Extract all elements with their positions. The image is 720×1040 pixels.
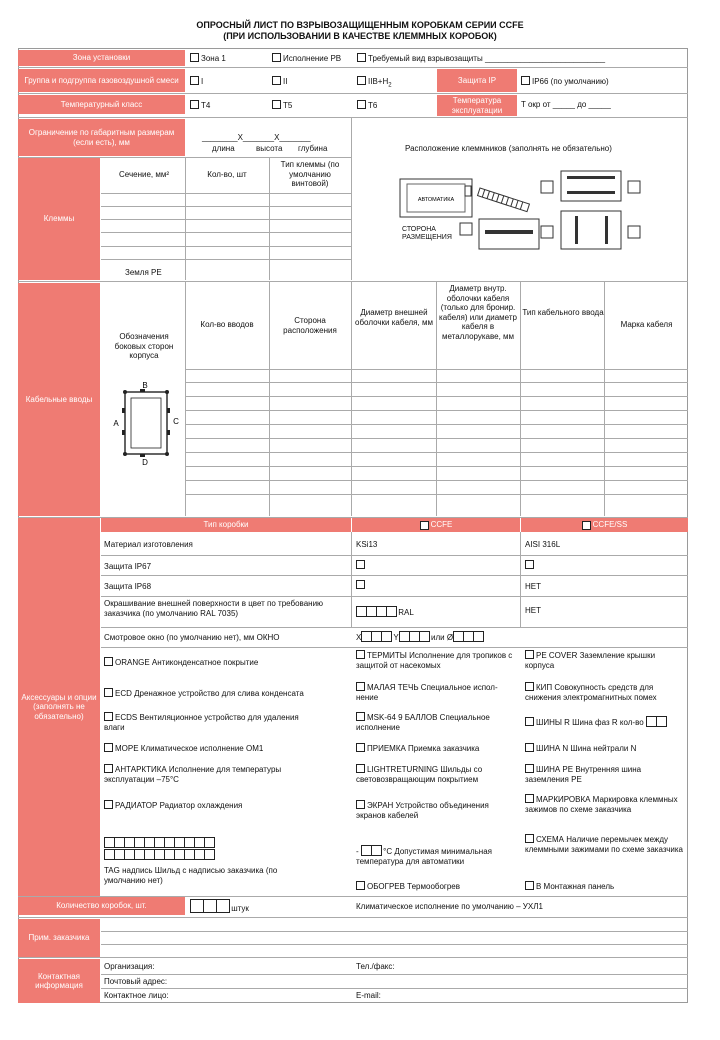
- temp-option-t4[interactable]: T4: [190, 100, 210, 111]
- outer-diameter-header: Диаметр внешней оболочки кабеля, мм: [355, 308, 433, 327]
- ip67-ccfe-checkbox[interactable]: [356, 560, 365, 569]
- option-mounting-panel[interactable]: В Монтажная панель: [525, 881, 614, 892]
- checkbox[interactable]: [582, 521, 591, 530]
- climate-default: Климатическое исполнение по умолчанию – УХЛ1: [356, 902, 543, 911]
- accessories-label: Аксессуары и опции (заполнять не обязательно): [18, 518, 100, 896]
- option-small-leak[interactable]: МАЛАЯ ТЕЧЬ Специальное испол- нение: [356, 683, 498, 702]
- terminal-layout-caption: Расположение клеммников (заполнять не обязательно): [405, 144, 612, 153]
- email-field[interactable]: E-mail:: [356, 991, 381, 1000]
- window-size-field[interactable]: X Y или Ø: [356, 631, 483, 643]
- ral-field[interactable]: RAL: [356, 606, 414, 618]
- ip66-option[interactable]: IP66 (по умолчанию): [521, 76, 609, 87]
- option-kip[interactable]: КИП Совокупность средств для снижения электромагнитных помех: [525, 683, 657, 702]
- option-lightreturning[interactable]: LIGHTRETURNING Шильды со световозвращающим покрытием: [356, 765, 483, 784]
- option-termites[interactable]: ТЕРМИТЫ Исполнение для тропиков с защитой от насекомых: [356, 651, 513, 670]
- option-pe-cover[interactable]: PE COVER Заземление крышки корпуса: [525, 651, 656, 670]
- side-d-label: D: [142, 458, 148, 467]
- option-radiator[interactable]: РАДИАТОР Радиатор охлаждения: [104, 800, 242, 811]
- temp-option-t5[interactable]: T5: [272, 100, 292, 111]
- option-ecd[interactable]: ECD Дренажное устройство для слива конденсата: [104, 688, 349, 699]
- tag-label: TAG надпись Шильд с надписью заказчика (по умолчанию нет): [104, 866, 278, 885]
- operating-temp-field[interactable]: T окр от _____ до _____: [521, 100, 611, 109]
- automation-text: АВТОМАТИКА: [417, 197, 455, 203]
- terminal-type-header: Тип клеммы (по умолчанию винтовой): [280, 160, 340, 189]
- ccfe-column-header[interactable]: CCFE: [352, 518, 520, 532]
- vertical-rows-box: [561, 211, 621, 249]
- organization-field[interactable]: Организация:: [104, 962, 155, 971]
- option-busbar-n[interactable]: ШИНА N Шина нейтрали N: [525, 743, 636, 754]
- min-temp-field[interactable]: - °C Допустимая минимальная температура для автоматики: [356, 847, 492, 866]
- tag-boxes[interactable]: [104, 837, 214, 861]
- dimensions-label: Ограничение по габаритным размерам (если есть), мм: [18, 119, 185, 156]
- option-marking[interactable]: МАРКИРОВКА Маркировка клеммных зажимов по схеме заказчика: [525, 795, 678, 814]
- section-header: Сечение, мм²: [118, 170, 170, 179]
- dimensions-field[interactable]: ________X_______X_______: [202, 133, 311, 142]
- diagonal-terminal-block: [478, 188, 530, 212]
- layout-checkbox-3[interactable]: [541, 226, 553, 238]
- double-row-box: [561, 171, 621, 201]
- box-type-header: Тип коробки: [101, 518, 351, 532]
- zone-option-1[interactable]: Зона 1: [190, 53, 226, 64]
- terminals-label: Клеммы: [18, 158, 100, 280]
- length-caption: длина: [212, 144, 235, 153]
- material-ccfe: KSi13: [356, 540, 378, 549]
- option-sea[interactable]: МОРЕ Климатическое исполнение ОМ1: [104, 743, 263, 754]
- ip-label: Защита IP: [437, 69, 517, 92]
- option-screen[interactable]: ЭКРАН Устройство объединения экранов кабелей: [356, 801, 489, 820]
- checkbox[interactable]: [420, 521, 429, 530]
- layout-checkbox-4[interactable]: [628, 226, 640, 238]
- ccfe-ss-column-header[interactable]: CCFE/SS: [521, 518, 688, 532]
- inner-diameter-header: Диаметр внутр. оболочки кабеля (только для бронир. кабеля) или диаметр кабеля в металлорукаве, мм: [439, 284, 517, 341]
- zone-label: Зона установки: [18, 50, 185, 66]
- ip67-label: Защита IP67: [104, 562, 152, 571]
- option-scheme[interactable]: СХЕМА Наличие перемычек между клеммными зажимами по схеме заказчика: [525, 835, 683, 854]
- temp-option-t6[interactable]: T6: [357, 100, 377, 111]
- form-subtitle: (ПРИ ИСПОЛЬЗОВАНИИ В КАЧЕСТВЕ КЛЕММНЫХ КОРОБОК): [223, 31, 497, 41]
- zone-option-protection[interactable]: Требуемый вид взрывозащиты ___________________________: [357, 53, 605, 64]
- temp-class-label: Температурный класс: [18, 95, 185, 114]
- zone-option-pv[interactable]: Исполнение РВ: [272, 53, 341, 64]
- side-location-header: Сторона расположения: [283, 316, 337, 335]
- enclosure-sides-diagram: [110, 380, 185, 468]
- option-acceptance[interactable]: ПРИЕМКА Приемка заказчика: [356, 743, 479, 754]
- window-label: Смотровое окно (по умолчанию нет), мм ОКНО: [104, 633, 280, 642]
- ip68-ccfe-checkbox[interactable]: [356, 580, 365, 589]
- cable-entries-label: Кабельные вводы: [18, 283, 100, 516]
- group-option-i[interactable]: I: [190, 76, 203, 87]
- quantity-label: Количество коробок, шт.: [18, 897, 185, 915]
- depth-caption: глубина: [298, 144, 328, 153]
- placement-side-caption: СТОРОНА РАЗМЕЩЕНИЯ: [402, 226, 452, 242]
- option-orange[interactable]: ORANGE Антиконденсатное покрытие: [104, 657, 349, 668]
- customer-notes-label: Прим. заказчика: [18, 919, 100, 957]
- option-msk64[interactable]: MSK-64 9 БАЛЛОВ Специальное исполнение: [356, 713, 490, 732]
- option-busbar-r[interactable]: ШИНЫ R Шина фаз R кол-во: [525, 716, 666, 728]
- ip68-label: Защита IP68: [104, 582, 152, 591]
- phone-fax-field[interactable]: Тел./факс:: [356, 962, 395, 971]
- side-a-label: A: [113, 419, 119, 428]
- quantity-field[interactable]: штук: [190, 899, 249, 914]
- option-heating[interactable]: ОБОГРЕВ Термообогрев: [356, 881, 460, 892]
- side-b-label: B: [142, 381, 148, 390]
- option-antarctica[interactable]: АНТАРКТИКА Исполнение для температуры эксплуатации –75°C: [104, 765, 282, 784]
- painting-ccfe-ss-value: НЕТ: [525, 606, 541, 615]
- material-label: Материал изготовления: [104, 540, 193, 549]
- layout-checkbox-2[interactable]: [628, 181, 640, 193]
- material-ccfe-ss: AISI 316L: [525, 540, 561, 549]
- sides-designation-header: Обозначения боковых сторон корпуса: [114, 332, 174, 361]
- group-option-ii[interactable]: II: [272, 76, 287, 87]
- ip68-ccfe-ss-value: НЕТ: [525, 582, 541, 591]
- form-title: ОПРОСНЫЙ ЛИСТ ПО ВЗРЫВОЗАЩИЩЕННЫМ КОРОБКАМ СЕРИИ CCFE: [196, 20, 524, 30]
- entry-type-header: Тип кабельного ввода: [522, 308, 604, 317]
- checkbox[interactable]: [272, 53, 281, 62]
- option-ecds[interactable]: ECDS Вентиляционное устройство для удаления влаги: [104, 713, 299, 732]
- contact-person-field[interactable]: Контактное лицо:: [104, 991, 169, 1000]
- postal-address-field[interactable]: Почтовый адрес:: [104, 977, 168, 986]
- option-busbar-pe[interactable]: ШИНА PE Внутренняя шина заземления PE: [525, 765, 642, 784]
- earth-pe-label: Земля PE: [125, 268, 162, 277]
- checkbox[interactable]: [190, 53, 199, 62]
- cable-brand-header: Марка кабеля: [620, 320, 673, 329]
- checkbox[interactable]: [357, 53, 366, 62]
- gas-group-label: Группа и подгруппа газовоздушной смеси: [18, 69, 185, 92]
- operating-temp-label: Температура эксплуатации: [437, 95, 517, 116]
- quantity-header: Кол-во, шт: [207, 170, 247, 179]
- contact-label: Контактная информация: [18, 959, 100, 1003]
- layout-checkbox-1[interactable]: [541, 181, 553, 193]
- painting-label: Окрашивание внешней поверхности в цвет по требованию заказчика (по умолчанию RAL 7035): [104, 599, 324, 618]
- ip67-ccfe-ss-checkbox[interactable]: [525, 560, 534, 569]
- height-caption: высота: [256, 144, 283, 153]
- entries-count-header: Кол-во вводов: [200, 320, 254, 329]
- group-option-iib[interactable]: $IIB+H_2$: [357, 76, 392, 90]
- side-c-label: C: [173, 417, 179, 426]
